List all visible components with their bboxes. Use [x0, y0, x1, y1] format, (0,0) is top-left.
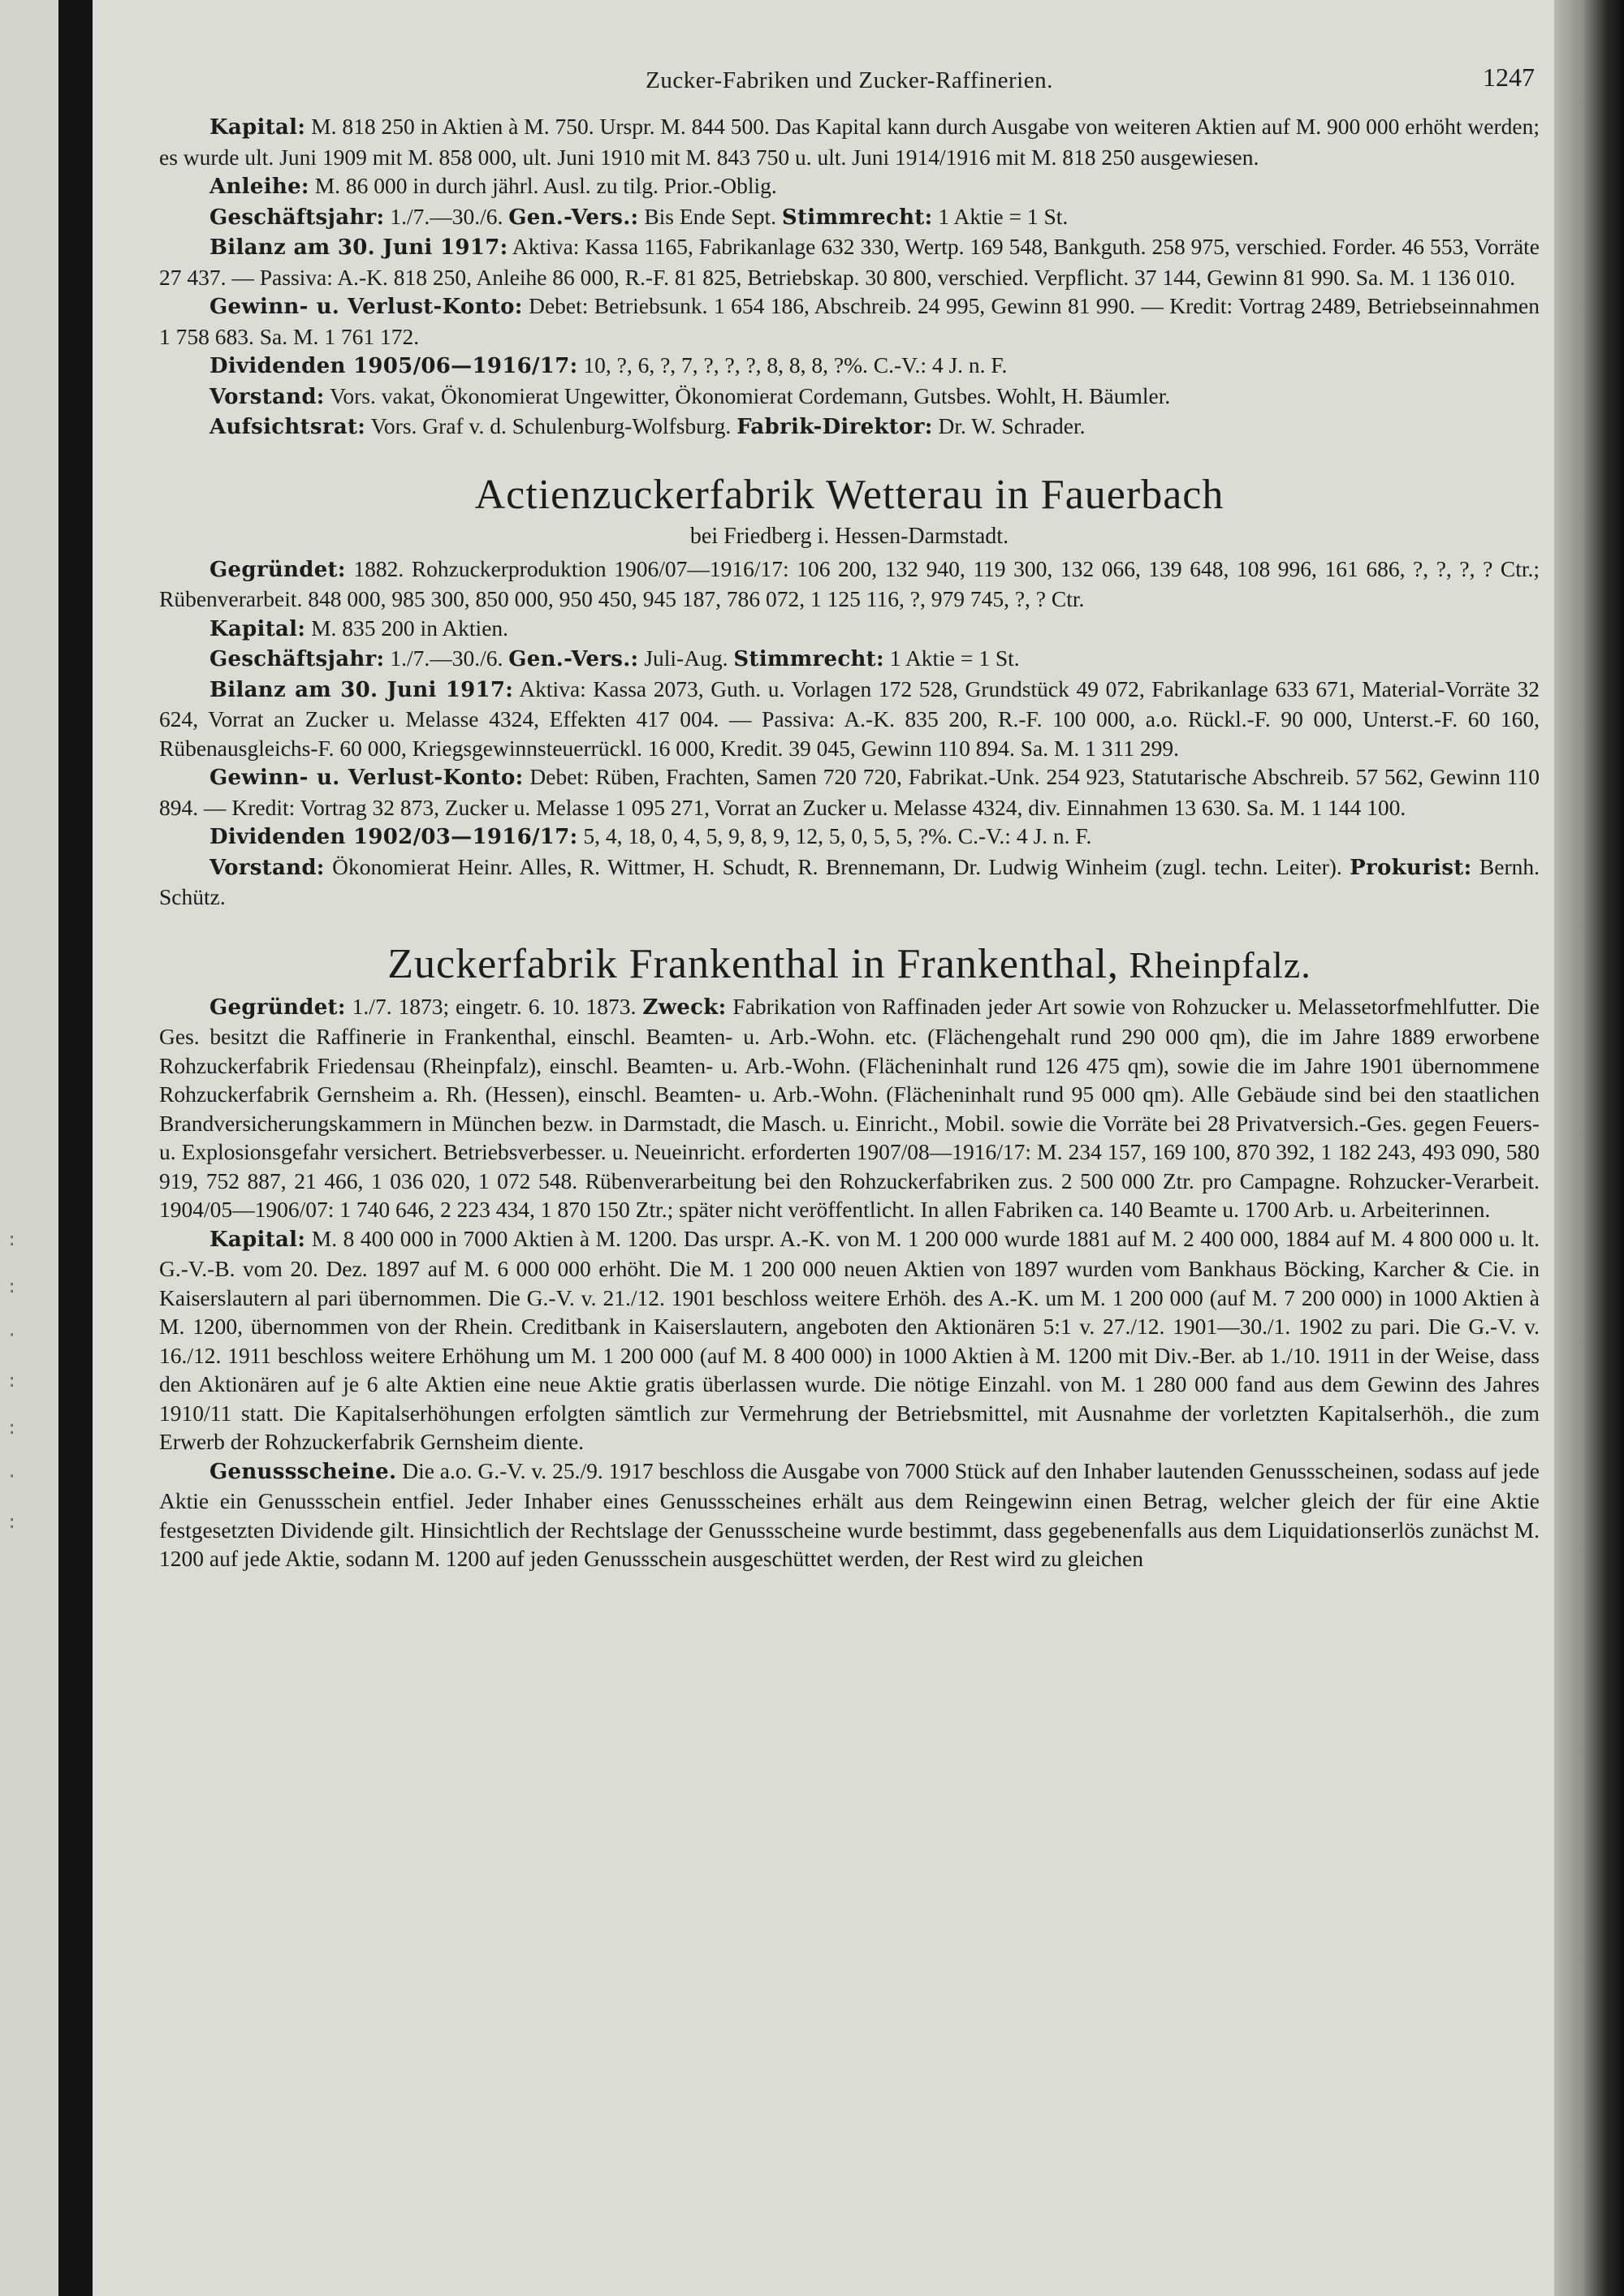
- genvers-text: Bis Ende Sept.: [638, 203, 782, 229]
- kapital-label: Kapital:: [209, 115, 306, 140]
- scan-left-edge: [0, 0, 58, 2296]
- gegruendet-text: 1882. Rohzuckerproduktion 1906/07—1916/17: 106 200, 132 940, 119 300, 132 066, 139 648, 108 996, 161 686, ?, ?, ?, ? Ctr.; Rübenverarbeit. 848 000, 985 300, 850 000, 950 450, 945 187, 786 072, 1 125 116, ?, 979 745, ?, ? Ctr.: [159, 555, 1540, 611]
- gegruendet-paragraph: [159, 992, 1540, 1224]
- gewinn-label: Gewinn- u. Verlust-Konto:: [209, 295, 523, 319]
- direktor-text: Dr. W. Schrader.: [932, 413, 1086, 438]
- stimmrecht-text: 1 Aktie = 1 St.: [932, 203, 1069, 229]
- zweck-label: Zweck:: [642, 995, 727, 1020]
- kapital-paragraph: [159, 1224, 1540, 1457]
- page-number: 1247: [1483, 63, 1535, 92]
- genussscheine-paragraph: [159, 1457, 1540, 1573]
- gewinn-paragraph: [159, 762, 1540, 822]
- genussscheine-label: Genussscheine.: [209, 1459, 397, 1484]
- section-previous-company: [159, 112, 1540, 442]
- bilanz-label: Bilanz am 30. Juni 1917:: [209, 235, 508, 260]
- zweck-text: Fabrikation von Raffinaden jeder Art sowie von Rohzucker u. Melassetorfmehlfutter. Die Ges. besitzt die Raffinerie in Frankenthal, einschl. Beamten- u. Arb.-Wohn. etc. (Flächengehalt rund 290 000 qm), die im Jahre 1889 erworbene Rohzuckerfabrik Friedensau (Rheinpfalz), einschl. Beamten- u. Arb.-Wohn. (Flächeninhalt rund 126 475 qm), sowie die im Jahre 1901 übernommene Rohzuckerfabrik Gernsheim a. Rh. (Hessen), einschl. Beamten- u. Arb.-Wohn. (Flächeninhalt rund 95 000 qm). Alle Gebäude sind bei den staatlichen Brandversicherungskammern in München bezw. in Darmstadt, die Masch. u. Einricht., Mobil. sowie die Vorräte bei 28 Privatversich.-Ges. gegen Feuers- u. Explosionsgefahr versichert. Betriebsverbesser. u. Neueinricht. erforderten 1907/08—1916/17: M. 234 157, 169 100, 870 392, 1 182 243, 493 090, 580 919, 752 887, 21 466, 1 036 020, 1 072 548. Rübenverarbeitung bei den Rohzuckerfabriken zus. 2 500 000 Ztr. pro Campagne. Rohzucker-Verarbeit. 1904/05—1906/07: 1 740 646, 2 223 434, 1 870 150 Ztr.; später nicht veröffentlicht. In allen Fabriken ca. 140 Beamte u. 1700 Arb. u. Arbeiterinnen.: [159, 993, 1540, 1222]
- company-location-wetterau: bei Friedberg i. Hessen-Darmstadt.: [689, 523, 1009, 549]
- direktor-label: Fabrik-Direktor:: [736, 415, 933, 439]
- kapital-paragraph: [159, 614, 1540, 645]
- dividenden-paragraph: [159, 351, 1540, 382]
- bilanz-text: Aktiva: Kassa 2073, Guth. u. Vorlagen 172 528, Grundstück 49 072, Fabrikanlage 633 671, Material-Vorräte 32 624, Vorrat an Zucker u. Melasse 4324, Effekten 417 004. — Passiva: A.-K. 835 200, R.-F. 100 000, a.o. Rückl.-F. 90 000, Unterst.-F. 60 160, Rübenausgleichs-F. 60 000, Kriegsgewinnsteuerrückl. 16 000, Kredit. 39 045, Gewinn 110 894. Sa. M. 1 311 299.: [159, 675, 1540, 761]
- anleihe-paragraph: [159, 171, 1540, 202]
- geschaeftsjahr-paragraph: [159, 644, 1540, 675]
- vorstand-paragraph: [159, 382, 1540, 412]
- vorstand-label: Vorstand:: [209, 855, 325, 880]
- kapital-text: M. 8 400 000 in 7000 Aktien à M. 1200. Das urspr. A.-K. von M. 1 200 000 wurde 1881 auf M. 2 400 000, 1884 auf M. 4 800 000 u. lt. G.-V.-B. vom 20. Dez. 1897 auf M. 6 000 000 erhöht. Die M. 1 200 000 neuen Aktien von 1897 wurden vom Bankhaus Böcking, Karcher & Cie. in Kaiserslautern al pari übernommen. Die G.-V. v. 21./12. 1901 beschloss weitere Erhöh. des A.-K. um M. 1 200 000 (auf M. 7 200 000) in 1000 Aktien à M. 1200, übernommen von der Rhein. Creditbank in Kaiserslautern, angeboten den Aktionären 5:1 v. 27./12. 1901—30./1. 1902 zu pari. Die G.-V. v. 16./12. 1911 beschloss weitere Erhöhung um M. 1 200 000 (auf M. 8 400 000) in 1000 Aktien à M. 1200 mit Div.-Ber. ab 1./10. 1911 in der Weise, dass den Aktionären auf je 6 alte Aktien eine neue Aktie gratis überlassen wurde. Die nötige Einzahl. von M. 1 280 000 fand aus dem Gewinn des Jahres 1910/11 statt. Die Kapitalserhöhungen erfolgten sämtlich zur Vermehrung der Betriebsmittel, mit Ausnahme der vorletzten Kapitalserhöh., die zum Erwerb der Rohzuckerfabrik Gernsheim diente.: [159, 1225, 1540, 1454]
- section-frankenthal: [159, 938, 1540, 1573]
- dividenden-label: Dividenden 1905/06—1916/17:: [209, 354, 578, 378]
- kapital-text: M. 818 250 in Aktien à M. 750. Urspr. M. 844 500. Das Kapital kann durch Ausgabe von weiteren Aktien auf M. 900 000 erhöht werden; es wurde ult. Juni 1909 mit M. 858 000, ult. Juni 1910 mit M. 843 750 u. ult. Juni 1914/1916 mit M. 818 250 ausgewiesen.: [159, 114, 1540, 170]
- prokurist-text: Bernh. Schütz.: [159, 853, 1540, 909]
- gewinn-paragraph: [159, 291, 1540, 351]
- geschaeftsjahr-text: 1./7.—30./6.: [384, 203, 509, 229]
- gegruendet-label: Gegründet:: [209, 557, 346, 582]
- company-title-main: Zuckerfabrik Frankenthal in Frankenthal,: [387, 940, 1119, 987]
- anleihe-label: Anleihe:: [209, 175, 309, 199]
- vorstand-text: Ökonomierat Heinr. Alles, R. Wittmer, H. Schudt, R. Brennemann, Dr. Ludwig Winheim (zugl. techn. Leiter).: [324, 853, 1350, 879]
- gewinn-label: Gewinn- u. Verlust-Konto:: [209, 766, 524, 790]
- margin-marks: : : · : : · :: [6, 1231, 18, 1534]
- running-title: Zucker-Fabriken und Zucker-Raffinerien.: [646, 67, 1053, 93]
- vorstand-label: Vorstand:: [209, 384, 325, 409]
- genvers-text: Juli-Aug.: [638, 645, 734, 671]
- book-gutter: [58, 0, 93, 2296]
- stimmrecht-text: 1 Aktie = 1 St.: [883, 645, 1020, 671]
- kapital-text: M. 835 200 in Aktien.: [305, 615, 509, 641]
- kapital-label: Kapital:: [209, 616, 306, 641]
- gegruendet-label: Gegründet:: [209, 995, 346, 1020]
- prokurist-label: Prokurist:: [1350, 855, 1472, 880]
- bilanz-paragraph: [159, 232, 1540, 291]
- dividenden-text: 10, ?, 6, ?, 7, ?, ?, ?, 8, 8, 8, ?%. C.-V.: 4 J. n. F.: [577, 352, 1008, 378]
- geschaeftsjahr-paragraph: [159, 202, 1540, 233]
- aufsichtsrat-text: Vors. Graf v. d. Schulenburg-Wolfsburg.: [365, 413, 737, 438]
- bilanz-label: Bilanz am 30. Juni 1917:: [209, 677, 514, 702]
- genvers-label: Gen.-Vers.:: [508, 205, 639, 230]
- vorstand-text: Vors. vakat, Ökonomierat Ungewitter, Ökonomierat Cordemann, Gutsbes. Wohlt, H. Bäumler.: [324, 382, 1171, 408]
- company-title-region: Rheinpfalz.: [1118, 943, 1311, 986]
- company-title-wetterau: Actienzuckerfabrik Wetterau in Fauerbach: [474, 471, 1224, 518]
- bilanz-paragraph: [159, 675, 1540, 763]
- gewinn-text: Debet: Rüben, Frachten, Samen 720 720, Fabrikat.-Unk. 254 923, Statutarische Abschreib. 57 562, Gewinn 110 894. — Kredit: Vortrag 32 873, Zucker u. Melasse 1 095 271, Vorrat an Zucker u. Melasse 4324, div. Einnahmen 13 630. Sa. M. 1 144 100.: [159, 764, 1540, 820]
- vorstand-paragraph: [159, 852, 1540, 912]
- bilanz-text: Aktiva: Kassa 1165, Fabrikanlage 632 330, Wertp. 169 548, Bankguth. 258 975, verschied. Forder. 46 553, Vorräte 27 437. — Passiva: A.-K. 818 250, Anleihe 86 000, R.-F. 81 825, Betriebskap. 30 800, verschied. Verpflicht. 37 144, Gewinn 81 990. Sa. M. 1 136 010.: [159, 234, 1540, 290]
- scan-right-edge: [1554, 0, 1624, 2296]
- kapital-label: Kapital:: [209, 1227, 306, 1252]
- stimmrecht-label: Stimmrecht:: [733, 647, 884, 671]
- stimmrecht-label: Stimmrecht:: [781, 205, 933, 230]
- book-page: [93, 0, 1554, 2296]
- company-title-frankenthal: [159, 938, 1540, 992]
- gewinn-text: Debet: Betriebsunk. 1 654 186, Abschreib. 24 995, Gewinn 81 990. — Kredit: Vortrag 2489, Betriebseinnahmen 1 758 683. Sa. M. 1 761 172.: [159, 293, 1540, 349]
- dividenden-text: 5, 4, 18, 0, 4, 5, 9, 8, 9, 12, 5, 0, 5, 5, ?%. C.-V.: 4 J. n. F.: [577, 823, 1092, 848]
- page-content: [159, 63, 1540, 1573]
- aufsichtsrat-paragraph: [159, 412, 1540, 442]
- genvers-label: Gen.-Vers.:: [508, 647, 639, 671]
- gegruendet-text: 1./7. 1873; eingetr. 6. 10. 1873.: [345, 993, 643, 1019]
- geschaeftsjahr-label: Geschäftsjahr:: [209, 205, 385, 230]
- geschaeftsjahr-label: Geschäftsjahr:: [209, 647, 385, 671]
- dividenden-label: Dividenden 1902/03—1916/17:: [209, 825, 578, 849]
- anleihe-text: M. 86 000 in durch jährl. Ausl. zu tilg. Prior.-Oblig.: [309, 173, 777, 198]
- genussscheine-text: Die a.o. G.-V. v. 25./9. 1917 beschloss die Ausgabe von 7000 Stück auf den Inhaber lautenden Genussscheinen, sodass auf jede Aktie ein Genussschein entfiel. Jeder Inhaber eines Genussscheines erhält aus dem Reingewinn einen Betrag, welcher gleich der für eine Aktie festgesetzten Dividende gilt. Hinsichtlich der Rechtslage der Genussscheine wurde bestimmt, dass gegebenenfalls aus dem Liquidationserlös zunächst M. 1200 auf jede Aktie, sodann M. 1200 auf jeden Genussschein ausgeschüttet werden, der Rest wird zu gleichen: [159, 1457, 1540, 1571]
- gegruendet-paragraph: [159, 555, 1540, 614]
- running-head: [159, 63, 1540, 112]
- section-wetterau: [159, 468, 1540, 912]
- dividenden-paragraph: [159, 822, 1540, 852]
- geschaeftsjahr-text: 1./7.—30./6.: [384, 645, 509, 671]
- aufsichtsrat-label: Aufsichtsrat:: [209, 415, 366, 439]
- kapital-paragraph: [159, 112, 1540, 171]
